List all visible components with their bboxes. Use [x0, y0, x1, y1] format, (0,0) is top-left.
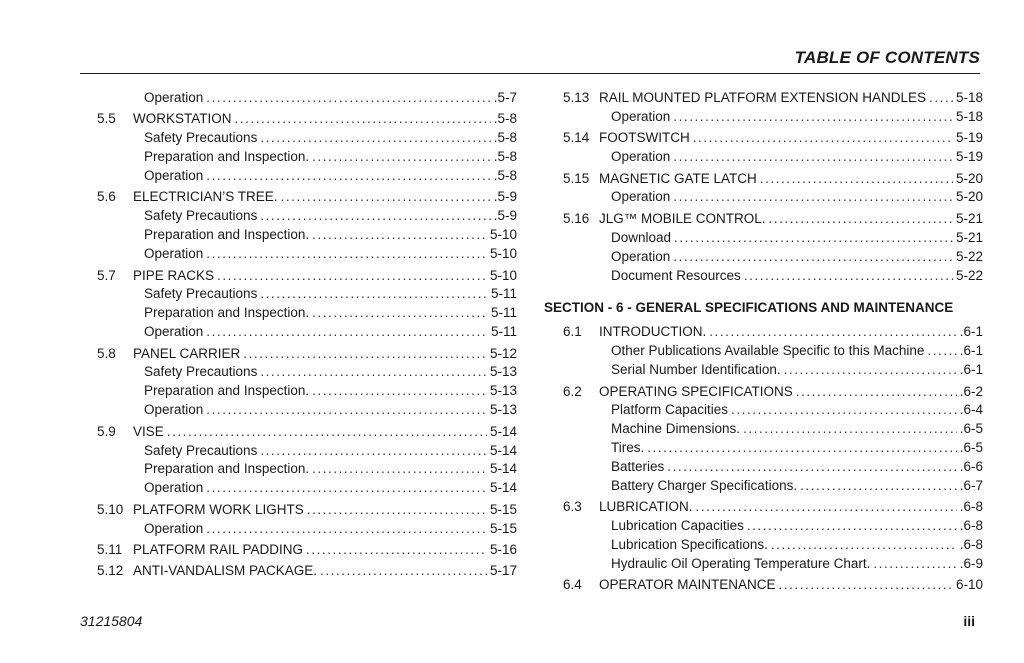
- toc-entry-page: 5-11: [490, 305, 517, 321]
- toc-entry-label: PIPE RACKS: [133, 267, 215, 283]
- toc-entry[interactable]: [97, 460, 517, 479]
- toc-dot-leader: [312, 460, 487, 479]
- toc-entry[interactable]: [563, 210, 983, 229]
- toc-dot-leader: [673, 148, 953, 167]
- toc-dot-leader: [709, 323, 956, 342]
- toc-right-top-list: [563, 89, 983, 285]
- toc-entry[interactable]: [563, 517, 983, 536]
- toc-entry-label: Safety Precautions: [144, 130, 258, 146]
- toc-entry-page: 5-14: [489, 480, 517, 496]
- toc-entry-page: .5-9: [493, 208, 517, 224]
- toc-entry-label: MAGNETIC GATE LATCH: [599, 170, 757, 186]
- toc-entry[interactable]: [97, 479, 517, 498]
- toc-dot-leader: [693, 129, 953, 148]
- toc-entry[interactable]: [563, 342, 983, 361]
- toc-entry-number: 5.11: [97, 541, 123, 557]
- toc-entry-page: 5-13: [489, 364, 517, 380]
- toc-entry-number: 5.15: [563, 170, 590, 186]
- toc-entry-label: Tires.: [611, 440, 645, 456]
- toc-dot-leader: [760, 170, 953, 189]
- toc-dot-leader: [673, 108, 953, 127]
- toc-entry-label: Preparation and Inspection.: [144, 383, 310, 399]
- toc-dot-leader: [307, 501, 487, 520]
- toc-entry-label: Platform Capacities: [611, 402, 729, 418]
- toc-entry-label: Batteries: [611, 459, 665, 475]
- toc-entry[interactable]: [97, 245, 517, 264]
- toc-entry-page: .6-1: [959, 343, 983, 359]
- toc-entry-label: FOOTSWITCH: [599, 130, 690, 146]
- toc-right-bottom-list: [563, 323, 983, 595]
- toc-entry[interactable]: [563, 129, 983, 148]
- toc-entry-page: 5-12: [489, 345, 517, 361]
- toc-entry-page: 5-21: [955, 210, 983, 226]
- toc-entry[interactable]: [97, 304, 517, 323]
- toc-entry[interactable]: [97, 89, 517, 108]
- toc-entry[interactable]: [97, 110, 517, 129]
- toc-dot-leader: [673, 248, 953, 267]
- toc-dot-leader: [784, 361, 957, 380]
- toc-entry[interactable]: [563, 477, 983, 496]
- toc-entry-label: Operation: [144, 168, 204, 184]
- toc-dot-leader: [800, 477, 957, 496]
- toc-dot-leader: [929, 89, 953, 108]
- toc-entry-page: 5-20: [955, 170, 983, 186]
- toc-entry-label: OPERATOR MAINTENANCE: [599, 577, 776, 593]
- toc-entry-label: PANEL CARRIER: [133, 345, 241, 361]
- toc-entry-page: 6-10: [955, 577, 983, 593]
- toc-dot-leader: [260, 207, 490, 226]
- toc-entry-number: 6.3: [563, 499, 582, 515]
- toc-entry-label: Operation: [144, 402, 204, 418]
- page-header-title: TABLE OF CONTENTS: [794, 48, 980, 67]
- toc-entry[interactable]: [97, 345, 517, 364]
- toc-entry-page: 5-17: [489, 563, 517, 579]
- toc-entry-number: 6.4: [563, 577, 582, 593]
- toc-entry[interactable]: [97, 129, 517, 148]
- toc-entry-number: 6.2: [563, 383, 582, 399]
- toc-entry-label: Operation: [144, 480, 204, 496]
- toc-entry-page: .5-8: [493, 168, 517, 184]
- toc-entry-label: Preparation and Inspection.: [144, 305, 310, 321]
- toc-entry-label: PLATFORM RAIL PADDING: [133, 541, 304, 557]
- toc-entry-page: 5-16: [489, 541, 517, 557]
- toc-entry[interactable]: [563, 401, 983, 420]
- toc-entry[interactable]: [563, 89, 983, 108]
- toc-entry-page: .6-4: [959, 402, 983, 418]
- toc-entry-page: .6-2: [959, 383, 983, 399]
- toc-entry-label: Operation: [144, 520, 204, 536]
- toc-entry-page: 5-10: [489, 246, 517, 262]
- toc-entry-label: Hydraulic Oil Operating Temperature Chart.: [611, 556, 871, 572]
- toc-dot-leader: [206, 520, 487, 539]
- toc-entry[interactable]: [563, 248, 983, 267]
- toc-dot-leader: [206, 167, 490, 186]
- section-heading[interactable]: SECTION - 6 - GENERAL SPECIFICATIONS AND MAINTENANCE: [544, 300, 954, 316]
- toc-entry-number: 5.10: [97, 501, 124, 517]
- toc-entry-label: OPERATING SPECIFICATIONS: [599, 383, 793, 399]
- toc-entry-page: .5-8: [493, 111, 517, 127]
- toc-entry[interactable]: [97, 148, 517, 167]
- toc-entry-number: 5.16: [563, 210, 590, 226]
- toc-entry[interactable]: [563, 323, 983, 342]
- toc-entry[interactable]: [563, 108, 983, 127]
- toc-entry-page: .6-8: [959, 518, 983, 534]
- toc-entry-page: 5-13: [489, 402, 517, 418]
- toc-dot-leader: [771, 536, 957, 555]
- toc-entry[interactable]: [97, 167, 517, 186]
- toc-dot-leader: [243, 345, 487, 364]
- toc-entry[interactable]: [97, 285, 517, 304]
- toc-entry[interactable]: [97, 188, 517, 207]
- toc-entry-label: Preparation and Inspection.: [144, 149, 310, 165]
- toc-entry-label: Operation: [144, 246, 204, 262]
- toc-right-column: [544, 89, 983, 595]
- toc-dot-leader: [206, 479, 487, 498]
- toc-dot-leader: [260, 285, 488, 304]
- toc-entry-label: Safety Precautions: [144, 208, 258, 224]
- toc-dot-leader: [312, 226, 487, 245]
- toc-entry-number: 5.6: [97, 189, 116, 205]
- toc-dot-leader: [306, 541, 487, 560]
- toc-entry[interactable]: [563, 458, 983, 477]
- toc-entry[interactable]: [97, 401, 517, 420]
- toc-entry[interactable]: [563, 383, 983, 402]
- toc-entry-number: 5.12: [97, 563, 124, 579]
- toc-entry-number: 5.14: [563, 130, 590, 146]
- toc-entry-label: Operation: [611, 248, 671, 264]
- toc-entry-label: LUBRICATION.: [599, 499, 693, 515]
- toc-entry[interactable]: [97, 442, 517, 461]
- toc-dot-leader: [206, 89, 490, 108]
- toc-dot-leader: [260, 363, 487, 382]
- toc-dot-leader: [747, 517, 957, 536]
- toc-entry-number: 5.5: [97, 111, 116, 127]
- toc-dot-leader: [696, 498, 957, 517]
- toc-dot-leader: [206, 401, 487, 420]
- toc-entry-number: 6.1: [563, 324, 582, 340]
- toc-entry-page: .6-5: [959, 421, 983, 437]
- toc-left-column: [97, 89, 517, 581]
- toc-entry-page: 5-18: [955, 108, 983, 124]
- toc-entry-label: Operation: [144, 324, 204, 340]
- header-rule: [80, 73, 980, 74]
- toc-entry-page: .6-8: [959, 499, 983, 515]
- toc-entry-label: WORKSTATION: [133, 111, 232, 127]
- toc-entry[interactable]: [97, 323, 517, 342]
- toc-entry-label: Preparation and Inspection.: [144, 227, 310, 243]
- toc-entry-label: Operation: [611, 149, 671, 165]
- toc-entry-page: 5-20: [955, 189, 983, 205]
- toc-entry[interactable]: [97, 363, 517, 382]
- toc-dot-leader: [217, 267, 487, 286]
- page-number: iii: [963, 613, 975, 629]
- toc-entry[interactable]: [563, 188, 983, 207]
- toc-dot-leader: [167, 423, 487, 442]
- toc-entry-page: .5-8: [493, 149, 517, 165]
- toc-entry-page: 5-19: [955, 130, 983, 146]
- toc-dot-leader: [873, 555, 956, 574]
- toc-entry-page: .6-1: [959, 362, 983, 378]
- toc-entry-page: 5-11: [490, 286, 517, 302]
- toc-entry[interactable]: [97, 382, 517, 401]
- toc-entry-page: 5-18: [955, 90, 983, 105]
- toc-entry[interactable]: [563, 267, 983, 286]
- toc-entry-page: 5-15: [489, 520, 517, 536]
- toc-entry-label: Lubrication Capacities: [611, 518, 744, 534]
- toc-entry[interactable]: [97, 562, 517, 581]
- toc-entry-label: VISE: [133, 423, 164, 439]
- toc-dot-leader: [779, 576, 953, 595]
- toc-entry-label: PLATFORM WORK LIGHTS: [133, 501, 304, 517]
- toc-dot-leader: [744, 267, 953, 286]
- toc-dot-leader: [673, 188, 953, 207]
- toc-entry-page: 5-14: [489, 423, 517, 439]
- toc-dot-leader: [206, 245, 487, 264]
- toc-entry-label: ELECTRICIAN’S TREE.: [133, 189, 278, 205]
- toc-entry-page: .6-9: [959, 556, 983, 572]
- toc-dot-leader: [235, 110, 491, 129]
- toc-entry-page: 5-13: [489, 383, 517, 399]
- toc-dot-leader: [206, 323, 488, 342]
- toc-entry-label: Lubrication Specifications.: [611, 537, 768, 553]
- toc-entry-label: Serial Number Identification.: [611, 362, 781, 378]
- toc-entry-label: Safety Precautions: [144, 286, 258, 302]
- toc-entry-page: 5-10: [489, 267, 517, 283]
- toc-entry-page: 5-14: [489, 442, 517, 458]
- toc-entry-number: 5.8: [97, 345, 116, 361]
- toc-entry[interactable]: [563, 498, 983, 517]
- toc-entry-page: .6-5: [959, 440, 983, 456]
- toc-entry-page: 5-21: [955, 229, 983, 245]
- toc-entry-label: ANTI-VANDALISM PACKAGE.: [133, 563, 318, 579]
- toc-dot-leader: [320, 562, 487, 581]
- toc-entry-number: 5.7: [97, 267, 116, 283]
- toc-dot-leader: [796, 383, 957, 402]
- toc-entry-page: 5-10: [489, 227, 517, 243]
- toc-dot-leader: [667, 458, 956, 477]
- toc-entry[interactable]: [563, 361, 983, 380]
- toc-entry-label: Document Resources: [611, 267, 741, 283]
- toc-entry-page: 5-14: [489, 461, 517, 477]
- toc-dot-leader: [312, 148, 491, 167]
- toc-entry[interactable]: [97, 226, 517, 245]
- toc-entry[interactable]: [97, 267, 517, 286]
- toc-entry[interactable]: [563, 576, 983, 595]
- toc-entry-label: Operation: [611, 189, 671, 205]
- toc-dot-leader: [927, 342, 956, 361]
- toc-entry-label: Preparation and Inspection.: [144, 461, 310, 477]
- toc-entry[interactable]: [563, 148, 983, 167]
- toc-entry-number: 5.13: [563, 90, 590, 105]
- toc-entry[interactable]: [97, 423, 517, 442]
- toc-entry-label: RAIL MOUNTED PLATFORM EXTENSION HANDLES: [599, 90, 927, 105]
- toc-entry-page: .6-1: [959, 324, 983, 340]
- toc-dot-leader: [769, 210, 953, 229]
- toc-dot-leader: [743, 420, 957, 439]
- toc-dot-leader: [260, 442, 487, 461]
- toc-entry-label: Download: [611, 229, 672, 245]
- toc-entry-page: .6-7: [959, 478, 983, 494]
- toc-entry-label: Other Publications Available Specific to this Machine: [611, 343, 925, 359]
- toc-entry-page: .5-7: [493, 90, 517, 105]
- toc-entry-label: Battery Charger Specifications.: [611, 478, 798, 494]
- toc-entry-page: .6-8: [959, 537, 983, 553]
- toc-entry[interactable]: [97, 207, 517, 226]
- toc-dot-leader: [281, 188, 491, 207]
- toc-entry[interactable]: [97, 541, 517, 560]
- toc-entry-page: .5-9: [493, 189, 517, 205]
- toc-entry-label: INTRODUCTION.: [599, 324, 707, 340]
- toc-dot-leader: [312, 382, 487, 401]
- toc-entry-page: 5-19: [955, 149, 983, 165]
- toc-entry[interactable]: [563, 536, 983, 555]
- toc-entry[interactable]: [97, 501, 517, 520]
- toc-entry[interactable]: [97, 520, 517, 539]
- toc-entry[interactable]: [563, 229, 983, 248]
- toc-entry-page: 5-15: [489, 501, 517, 517]
- toc-entry-label: Machine Dimensions.: [611, 421, 741, 437]
- toc-entry-label: Safety Precautions: [144, 364, 258, 380]
- toc-dot-leader: [674, 229, 953, 248]
- toc-entry-label: JLG™ MOBILE CONTROL.: [599, 210, 766, 226]
- toc-entry-page: 5-11: [490, 324, 517, 340]
- toc-entry[interactable]: [563, 170, 983, 189]
- toc-entry-label: Safety Precautions: [144, 442, 258, 458]
- toc-entry-page: .5-8: [493, 130, 517, 146]
- toc-entry[interactable]: [563, 555, 983, 574]
- toc-dot-leader: [312, 304, 488, 323]
- toc-entry-label: Operation: [611, 108, 671, 124]
- toc-entry-page: .6-6: [959, 459, 983, 475]
- toc-entry-label: Operation: [144, 90, 204, 105]
- toc-entry[interactable]: [563, 420, 983, 439]
- toc-dot-leader: [260, 129, 490, 148]
- toc-dot-leader: [731, 401, 957, 420]
- toc-entry-page: 5-22: [955, 248, 983, 264]
- toc-entry[interactable]: [563, 439, 983, 458]
- toc-entry-page: 5-22: [955, 267, 983, 283]
- toc-dot-leader: [647, 439, 956, 458]
- toc-entry-number: 5.9: [97, 423, 116, 439]
- document-number: 31215804: [80, 613, 143, 629]
